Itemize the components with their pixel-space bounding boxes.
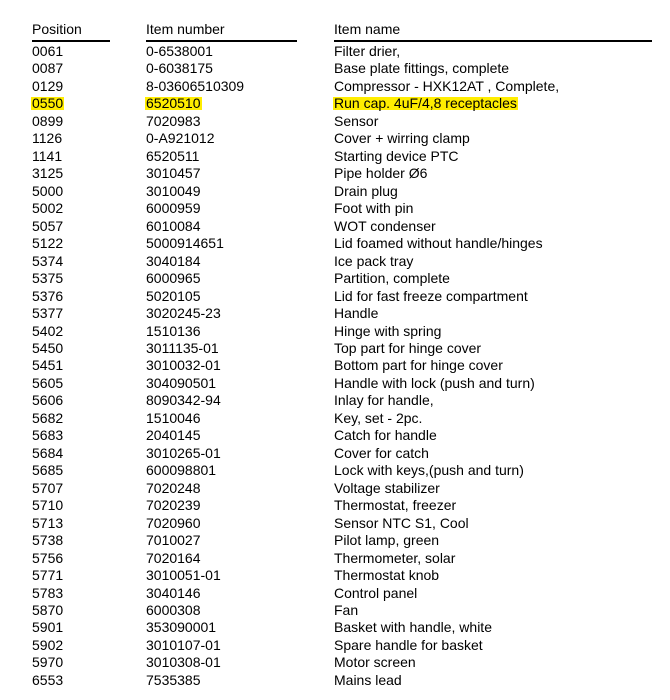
item-name-cell bbox=[334, 410, 422, 427]
item-number-cell bbox=[146, 165, 201, 182]
item-name-cell bbox=[334, 427, 437, 444]
position-cell-text: 3125 bbox=[32, 165, 64, 182]
item-number-cell bbox=[146, 672, 201, 689]
position-cell bbox=[32, 375, 63, 392]
item-number-cell bbox=[146, 357, 221, 374]
table-row bbox=[0, 60, 670, 77]
item-number-cell bbox=[146, 515, 201, 532]
item-name-cell bbox=[334, 270, 450, 287]
position-cell bbox=[32, 602, 63, 619]
position-cell-text: 5970 bbox=[32, 654, 64, 671]
position-cell bbox=[32, 392, 63, 409]
position-cell-text: 1126 bbox=[32, 130, 63, 147]
item-name-cell-text: Sensor bbox=[334, 112, 379, 129]
item-number-cell bbox=[146, 532, 201, 549]
item-name-cell bbox=[334, 567, 439, 584]
item-name-cell bbox=[334, 654, 416, 671]
position-cell bbox=[32, 532, 63, 549]
item-number-cell bbox=[146, 113, 201, 130]
item-name-cell-text: Pilot lamp, green bbox=[334, 532, 440, 549]
item-name-cell-text: Thermostat, freezer bbox=[334, 497, 457, 514]
position-cell bbox=[32, 148, 62, 165]
item-number-cell bbox=[146, 218, 201, 235]
item-number-cell-text: 8-03606510309 bbox=[146, 77, 245, 94]
position-cell-text: 5707 bbox=[32, 479, 64, 496]
position-cell-text: 5685 bbox=[32, 462, 64, 479]
item-name-cell-text: Starting device PTC bbox=[334, 147, 459, 164]
position-cell-text: 5000 bbox=[32, 182, 64, 199]
table-row bbox=[0, 550, 670, 567]
item-name-cell bbox=[334, 78, 559, 95]
position-cell bbox=[32, 462, 63, 479]
position-cell bbox=[32, 567, 63, 584]
position-cell bbox=[32, 619, 63, 636]
item-number-cell-text: 6000308 bbox=[146, 602, 201, 618]
item-name-cell-text: Fan bbox=[334, 602, 359, 618]
item-name-cell-text: Motor screen bbox=[334, 654, 416, 671]
table-row bbox=[0, 637, 670, 654]
position-cell-text: 5377 bbox=[32, 305, 64, 322]
table-row bbox=[0, 567, 670, 584]
item-name-cell bbox=[334, 200, 413, 217]
item-number-cell-text: 2040145 bbox=[146, 427, 201, 444]
item-number-cell-text: 5020105 bbox=[146, 287, 201, 304]
position-cell-text: 5771 bbox=[32, 567, 64, 584]
item-number-cell-text: 3040146 bbox=[146, 584, 201, 601]
table-row bbox=[0, 305, 670, 322]
position-cell-text: 5374 bbox=[32, 252, 64, 269]
item-name-cell bbox=[334, 602, 358, 619]
item-number-cell-text: 8090342-94 bbox=[146, 392, 221, 409]
table-header bbox=[0, 20, 670, 40]
item-name-cell-text: Sensor NTC S1, Cool bbox=[334, 514, 469, 531]
table-row bbox=[0, 183, 670, 200]
item-number-cell bbox=[146, 323, 201, 340]
position-cell bbox=[32, 270, 63, 287]
position-cell-text: 5450 bbox=[32, 339, 64, 356]
item-name-cell bbox=[334, 340, 481, 357]
position-cell-text: 5002 bbox=[32, 200, 64, 217]
item-number-cell bbox=[146, 410, 201, 427]
position-cell bbox=[32, 323, 63, 340]
table-row bbox=[0, 462, 670, 479]
table-row bbox=[0, 602, 670, 619]
item-name-cell bbox=[334, 515, 469, 532]
item-number-cell bbox=[146, 480, 201, 497]
item-name-cell bbox=[334, 497, 456, 514]
item-number-cell-text: 7020239 bbox=[146, 497, 201, 514]
item-number-cell-text: 0-6038175 bbox=[146, 60, 213, 77]
item-number-cell bbox=[146, 288, 201, 305]
table-row bbox=[0, 375, 670, 392]
position-cell bbox=[32, 113, 63, 130]
position-cell-text: 5402 bbox=[32, 322, 64, 339]
item-name-cell bbox=[334, 550, 455, 567]
item-number-cell bbox=[146, 43, 213, 60]
item-name-cell-text: Top part for hinge cover bbox=[334, 339, 482, 356]
position-cell-text: 5902 bbox=[32, 636, 64, 653]
item-number-cell bbox=[146, 445, 221, 462]
table-row bbox=[0, 130, 670, 147]
table-row bbox=[0, 619, 670, 636]
item-name-cell bbox=[334, 672, 402, 689]
item-name-cell-text: Thermostat knob bbox=[334, 567, 440, 584]
table-row bbox=[0, 113, 670, 130]
item-number-cell bbox=[146, 235, 224, 252]
position-cell bbox=[32, 218, 63, 235]
table-row bbox=[0, 165, 670, 182]
position-cell-text: 6553 bbox=[32, 671, 64, 688]
item-name-cell bbox=[334, 375, 535, 392]
item-number-cell bbox=[146, 340, 219, 357]
item-number-cell-text: 1510046 bbox=[146, 409, 201, 426]
item-number-cell bbox=[146, 619, 216, 636]
position-cell-text: 5682 bbox=[32, 409, 64, 426]
item-name-cell-text: Ice pack tray bbox=[334, 252, 414, 269]
item-number-cell-text: 3010457 bbox=[146, 165, 201, 182]
item-name-cell bbox=[334, 218, 436, 235]
item-name-cell bbox=[334, 637, 483, 654]
table-row bbox=[0, 515, 670, 532]
table-row bbox=[0, 270, 670, 287]
position-cell-text: 5710 bbox=[32, 497, 64, 514]
item-number-cell-text: 7020960 bbox=[146, 514, 201, 531]
position-cell-text: 5756 bbox=[32, 549, 64, 566]
table-row bbox=[0, 218, 670, 235]
item-name-cell bbox=[334, 619, 492, 636]
table-row bbox=[0, 78, 670, 95]
item-number-cell bbox=[146, 130, 215, 147]
item-name-cell-text: Voltage stabilizer bbox=[334, 479, 440, 496]
item-number-cell-text: 3010265-01 bbox=[146, 444, 221, 461]
table-row bbox=[0, 480, 670, 497]
position-cell bbox=[32, 427, 63, 444]
table-row-highlighted bbox=[0, 95, 670, 112]
position-cell bbox=[32, 550, 63, 567]
item-number-cell-text: 6520510 bbox=[146, 95, 201, 112]
table-row bbox=[0, 340, 670, 357]
item-name-cell-text: Foot with pin bbox=[334, 200, 414, 217]
item-number-cell-text: 600098801 bbox=[146, 462, 217, 479]
item-name-cell-text: Inlay for handle, bbox=[334, 392, 434, 409]
position-cell bbox=[32, 637, 63, 654]
item-number-cell-text: 3010308-01 bbox=[146, 654, 221, 671]
item-number-cell bbox=[146, 637, 221, 654]
item-name-cell bbox=[334, 288, 528, 305]
position-cell bbox=[32, 305, 63, 322]
item-number-cell bbox=[146, 497, 201, 514]
position-cell bbox=[32, 130, 62, 147]
item-name-cell bbox=[334, 43, 400, 60]
position-cell bbox=[32, 165, 63, 182]
position-cell bbox=[32, 585, 63, 602]
position-cell-text: 1141 bbox=[32, 147, 63, 164]
item-number-cell bbox=[146, 654, 221, 671]
position-cell-text: 5683 bbox=[32, 427, 64, 444]
table-row bbox=[0, 323, 670, 340]
item-number-cell bbox=[146, 183, 201, 200]
item-name-cell bbox=[334, 323, 441, 340]
position-cell-text: 0087 bbox=[32, 60, 64, 77]
position-cell bbox=[32, 78, 63, 95]
item-name-cell-text: Key, set - 2pc. bbox=[334, 409, 423, 426]
item-name-cell-text: Thermometer, solar bbox=[334, 549, 456, 566]
item-name-column-header: Item name bbox=[334, 20, 652, 42]
position-cell bbox=[32, 235, 63, 252]
table-row bbox=[0, 532, 670, 549]
item-number-cell bbox=[146, 95, 202, 112]
item-number-cell bbox=[146, 602, 201, 619]
item-name-cell-text: WOT condenser bbox=[334, 217, 436, 234]
item-name-cell-text: Cover + wirring clamp bbox=[334, 130, 470, 147]
item-number-cell-text: 5000914651 bbox=[146, 235, 224, 252]
item-number-cell bbox=[146, 462, 216, 479]
table-row bbox=[0, 235, 670, 252]
item-number-cell-text: 3010107-01 bbox=[146, 636, 221, 653]
table-row bbox=[0, 445, 670, 462]
item-number-cell-text: 3010051-01 bbox=[146, 567, 221, 584]
item-number-cell-text: 7535385 bbox=[146, 671, 201, 688]
item-number-cell-text: 353090001 bbox=[146, 619, 217, 636]
item-name-cell-text: Partition, complete bbox=[334, 270, 450, 287]
item-number-cell-text: 6010084 bbox=[146, 217, 201, 234]
item-number-cell-text: 6520511 bbox=[146, 147, 200, 164]
position-cell bbox=[32, 410, 63, 427]
item-number-cell-text: 1510136 bbox=[146, 322, 201, 339]
item-name-cell bbox=[334, 60, 509, 77]
item-name-cell-text: Lock with keys,(push and turn) bbox=[334, 462, 524, 479]
item-name-cell bbox=[334, 253, 413, 270]
item-name-cell-text: Hinge with spring bbox=[334, 322, 442, 339]
table-row bbox=[0, 427, 670, 444]
parts-table-body bbox=[0, 43, 670, 689]
item-number-cell-text: 0-6538001 bbox=[146, 43, 213, 59]
item-name-cell bbox=[334, 165, 427, 182]
position-cell bbox=[32, 288, 63, 305]
table-row bbox=[0, 200, 670, 217]
item-number-cell-text: 304090501 bbox=[146, 374, 217, 391]
item-name-cell bbox=[334, 392, 434, 409]
item-number-cell-text: 3010049 bbox=[146, 182, 201, 199]
table-row bbox=[0, 253, 670, 270]
position-cell bbox=[32, 515, 63, 532]
position-cell-text: 5783 bbox=[32, 584, 64, 601]
item-number-cell bbox=[146, 270, 201, 287]
item-number-cell-text: 3010032-01 bbox=[146, 357, 221, 374]
item-name-cell-text: Control panel bbox=[334, 584, 418, 601]
table-row bbox=[0, 357, 670, 374]
item-number-cell-text: 3011135-01 bbox=[146, 339, 219, 356]
position-cell-text: 0061 bbox=[32, 43, 64, 59]
position-cell-text: 5713 bbox=[32, 514, 64, 531]
table-row bbox=[0, 585, 670, 602]
item-number-cell bbox=[146, 550, 201, 567]
item-number-column-header: Item number bbox=[146, 20, 297, 42]
item-number-cell bbox=[146, 305, 221, 322]
position-cell bbox=[32, 200, 63, 217]
table-row bbox=[0, 672, 670, 689]
item-number-cell-text: 0-A921012 bbox=[146, 130, 215, 147]
position-cell bbox=[32, 95, 64, 112]
item-name-cell-text: Lid for fast freeze compartment bbox=[334, 287, 528, 304]
table-row bbox=[0, 497, 670, 514]
table-row bbox=[0, 148, 670, 165]
item-number-cell bbox=[146, 375, 216, 392]
position-cell bbox=[32, 183, 63, 200]
position-cell-text: 5057 bbox=[32, 217, 64, 234]
table-row bbox=[0, 410, 670, 427]
position-cell-text: 0899 bbox=[32, 112, 64, 129]
position-cell-text: 5451 bbox=[32, 357, 64, 374]
item-name-cell bbox=[334, 95, 518, 112]
item-name-cell-text: Pipe holder Ø6 bbox=[334, 165, 428, 182]
item-name-cell-text: Cover for catch bbox=[334, 444, 429, 461]
table-row bbox=[0, 43, 670, 60]
item-number-cell bbox=[146, 60, 213, 77]
item-name-cell-text: Catch for handle bbox=[334, 427, 437, 444]
item-number-cell-text: 7010027 bbox=[146, 532, 201, 549]
item-name-cell bbox=[334, 462, 524, 479]
position-cell bbox=[32, 654, 63, 671]
table-row bbox=[0, 288, 670, 305]
position-cell bbox=[32, 480, 63, 497]
position-cell bbox=[32, 672, 63, 689]
item-number-cell-text: 6000965 bbox=[146, 270, 201, 287]
item-number-cell bbox=[146, 253, 201, 270]
item-name-cell bbox=[334, 305, 378, 322]
item-number-cell bbox=[146, 148, 199, 165]
position-cell-text: 5870 bbox=[32, 602, 64, 618]
item-name-cell-text: Handle bbox=[334, 305, 379, 322]
item-number-cell-text: 7020164 bbox=[146, 549, 201, 566]
position-cell-text: 5122 bbox=[32, 235, 64, 252]
item-number-cell-text: 7020248 bbox=[146, 479, 201, 496]
item-name-cell bbox=[334, 480, 440, 497]
item-name-cell bbox=[334, 148, 459, 165]
item-name-cell-text: Drain plug bbox=[334, 182, 398, 199]
item-name-cell-text: Spare handle for basket bbox=[334, 636, 483, 653]
table-row bbox=[0, 392, 670, 409]
position-cell bbox=[32, 445, 63, 462]
position-cell bbox=[32, 43, 63, 60]
item-name-cell-text: Run cap. 4uF/4,8 receptacles bbox=[334, 95, 517, 112]
item-name-cell-text: Base plate fittings, complete bbox=[334, 60, 510, 77]
item-number-cell bbox=[146, 200, 201, 217]
item-name-cell-text: Compressor - HXK12AT , Complete, bbox=[334, 77, 560, 94]
position-cell-text: 0129 bbox=[32, 77, 64, 94]
position-cell-text: 5901 bbox=[32, 619, 64, 636]
item-number-cell bbox=[146, 585, 201, 602]
item-number-cell bbox=[146, 567, 221, 584]
item-number-cell-text: 3040184 bbox=[146, 252, 201, 269]
position-cell-text: 5606 bbox=[32, 392, 64, 409]
item-name-cell-text: Bottom part for hinge cover bbox=[334, 357, 503, 374]
item-name-cell-text: Lid foamed without handle/hinges bbox=[334, 235, 543, 252]
item-name-cell bbox=[334, 532, 439, 549]
item-name-cell bbox=[334, 235, 543, 252]
item-number-cell bbox=[146, 427, 201, 444]
item-number-cell-text: 3020245-23 bbox=[146, 305, 221, 322]
position-cell bbox=[32, 253, 63, 270]
item-number-cell-text: 6000959 bbox=[146, 200, 201, 217]
item-name-cell bbox=[334, 130, 470, 147]
position-cell-text: 5375 bbox=[32, 270, 64, 287]
item-name-cell-text: Mains lead bbox=[334, 671, 402, 688]
table-row bbox=[0, 654, 670, 671]
position-cell bbox=[32, 340, 63, 357]
item-name-cell-text: Handle with lock (push and turn) bbox=[334, 374, 535, 391]
item-name-cell bbox=[334, 585, 417, 602]
item-number-cell bbox=[146, 78, 244, 95]
item-name-cell bbox=[334, 183, 398, 200]
position-cell-text: 5605 bbox=[32, 374, 64, 391]
position-cell bbox=[32, 60, 63, 77]
item-number-cell bbox=[146, 392, 221, 409]
position-cell bbox=[32, 497, 63, 514]
item-name-cell bbox=[334, 357, 503, 374]
position-column-header: Position bbox=[32, 20, 110, 42]
item-name-cell bbox=[334, 113, 378, 130]
item-number-cell-text: 7020983 bbox=[146, 112, 201, 129]
position-cell-text: 5376 bbox=[32, 287, 64, 304]
position-cell-text: 5684 bbox=[32, 444, 64, 461]
position-cell-text: 5738 bbox=[32, 532, 64, 549]
item-name-cell-text: Basket with handle, white bbox=[334, 619, 492, 636]
item-name-cell-text: Filter drier, bbox=[334, 43, 401, 59]
position-cell bbox=[32, 357, 63, 374]
position-cell-text: 0550 bbox=[32, 95, 64, 112]
item-name-cell bbox=[334, 445, 429, 462]
